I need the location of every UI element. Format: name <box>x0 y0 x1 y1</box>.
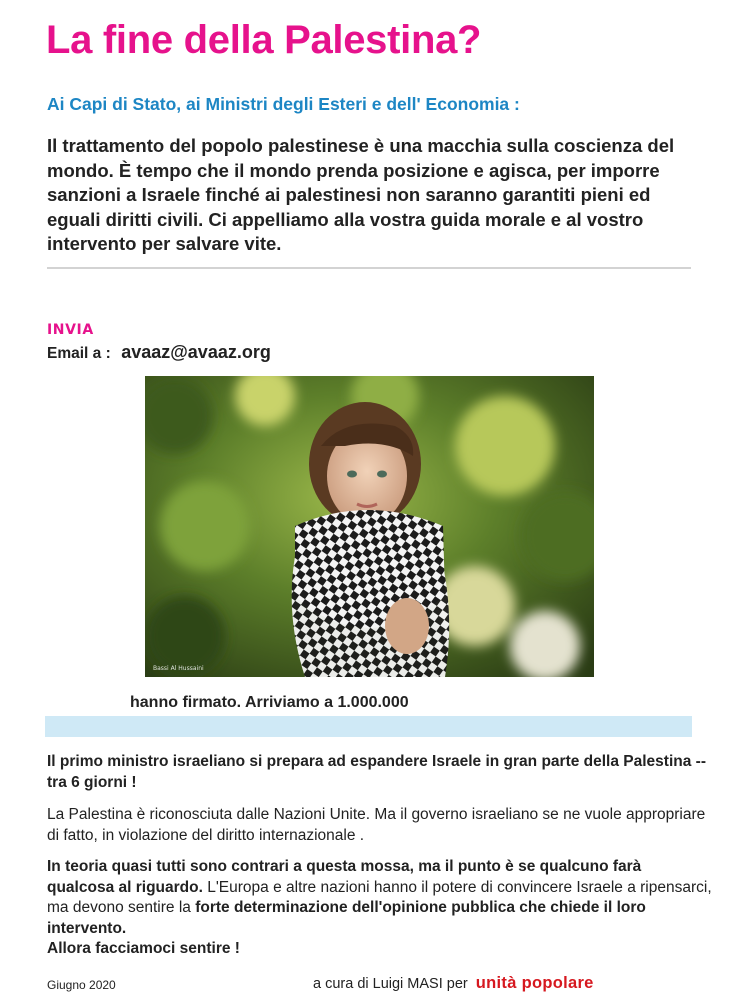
call-to-action-paragraph <box>47 857 712 960</box>
footer-credit <box>313 974 594 993</box>
footer-date: Giugno 2020 <box>47 978 116 992</box>
petition-text: Il trattamento del popolo palestinese è una macchia sulla coscienza del mondo. È tempo che il mondo prenda posizione e agisca, per imporre sanzioni a Israele finché ai palestinesi non saranno garantiti pieni ed eguali diritti civili. Ci appelliamo alla vostra guida morale e al vostro intervento per salvare vite. <box>47 135 675 254</box>
paragraph-bold-2: forte determinazione dell'opinione pubblica che chiede il loro intervento. <box>47 899 646 937</box>
email-address-link[interactable]: avaaz@avaaz.org <box>121 342 271 362</box>
email-label: Email a : <box>47 345 111 362</box>
paragraph-normal-1: L'Europa e altre nazioni hanno il potere di convincere Israele a ripensarci, ma devono sentire la <box>47 878 712 916</box>
credit-text: a cura di Luigi MASI per <box>313 976 468 992</box>
page-title: La fine della Palestina? <box>46 18 482 62</box>
child-photo <box>145 376 594 677</box>
paragraph-bold-1: In teoria quasi tutti sono contrari a questa mossa, ma il punto è se qualcuno farà qualcosa al riguardo. <box>47 858 642 896</box>
signature-count-text: hanno firmato. Arriviamo a 1.000.000 <box>130 694 409 711</box>
alert-paragraph: Il primo ministro israeliano si prepara ad espandere Israele in gran parte della Palestina -- tra 6 giorni ! <box>47 753 706 791</box>
brand-name: unità popolare <box>475 974 594 992</box>
photo-watermark: Bassi Al Hussaini <box>153 665 204 672</box>
signature-progress-bar <box>45 716 692 737</box>
divider <box>47 267 691 269</box>
send-heading: INVIA <box>47 322 94 338</box>
photo-illustration <box>145 376 594 677</box>
paragraph-bold-3: Allora facciamoci sentire ! <box>47 940 240 957</box>
un-recognition-paragraph: La Palestina è riconosciuta dalle Nazioni Unite. Ma il governo israeliano se ne vuole appropriare di fatto, in violazione del diritto internazionale . <box>47 806 706 844</box>
addressee-subtitle: Ai Capi di Stato, ai Ministri degli Esteri e dell' Economia : <box>47 94 520 114</box>
email-row <box>47 342 271 363</box>
